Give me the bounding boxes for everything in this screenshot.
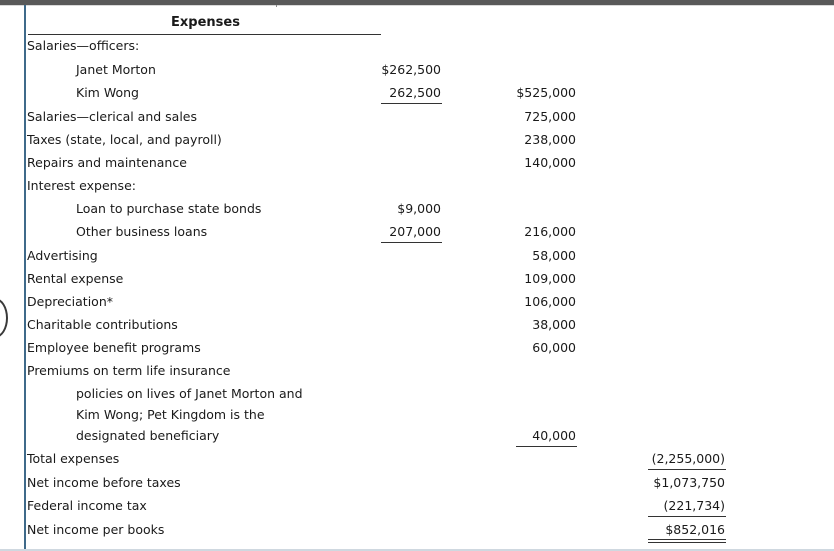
subtotal-underline-officers (381, 103, 442, 104)
section-title: Expenses (171, 15, 240, 30)
column-divider-tick (276, 5, 277, 7)
value-advertising: 58,000 (532, 248, 576, 263)
value-net-income-per-books: $852,016 (665, 522, 725, 537)
value-total-expenses: (2,255,000) (651, 451, 725, 466)
header-underline (28, 34, 381, 35)
row-label-other-business-loans: Other business loans (76, 224, 208, 239)
row-label-taxes: Taxes (state, local, and payroll) (27, 132, 222, 147)
value-premiums: 40,000 (532, 428, 576, 443)
value-net-income-before-taxes: $1,073,750 (653, 475, 725, 490)
value-loan-state-bonds: $9,000 (397, 201, 441, 216)
row-label-rental-expense: Rental expense (27, 271, 124, 286)
value-kim-wong: 262,500 (389, 85, 441, 100)
row-label-advertising: Advertising (27, 248, 98, 263)
value-other-business-loans: 207,000 (389, 224, 441, 239)
row-label-loan-state-bonds: Loan to purchase state bonds (76, 201, 262, 216)
value-officers-total: $525,000 (516, 85, 576, 100)
side-circle-icon (0, 298, 8, 338)
row-label-net-income-before-taxes: Net income before taxes (27, 475, 181, 490)
value-charitable: 38,000 (532, 317, 576, 332)
row-label-employee-benefit: Employee benefit programs (27, 340, 201, 355)
total-expenses-underline (648, 469, 726, 470)
row-label-repairs: Repairs and maintenance (27, 155, 187, 170)
value-janet-morton: $262,500 (381, 62, 441, 77)
net-income-double-underline (648, 539, 726, 543)
value-employee-benefit: 60,000 (532, 340, 576, 355)
row-label-charitable: Charitable contributions (27, 317, 178, 332)
row-label-janet-morton: Janet Morton (76, 62, 156, 77)
row-label-premiums-line1: policies on lives of Janet Morton and (76, 386, 303, 401)
value-repairs: 140,000 (524, 155, 576, 170)
row-label-premiums-line2: Kim Wong; Pet Kingdom is the (76, 407, 265, 422)
row-label-federal-income-tax: Federal income tax (27, 498, 147, 513)
value-depreciation: 106,000 (524, 294, 576, 309)
value-interest-total: 216,000 (524, 224, 576, 239)
value-salaries-clerical: 725,000 (524, 109, 576, 124)
row-label-net-income-per-books: Net income per books (27, 522, 165, 537)
row-label-premiums-line3: designated beneficiary (76, 428, 220, 443)
top-border-shade (0, 5, 834, 6)
expenses-column-underline (516, 446, 577, 447)
row-label-salaries-officers: Salaries—officers: (27, 38, 140, 53)
value-rental-expense: 109,000 (524, 271, 576, 286)
value-taxes: 238,000 (524, 132, 576, 147)
row-label-interest-expense: Interest expense: (27, 178, 136, 193)
row-label-depreciation: Depreciation* (27, 294, 114, 309)
left-border-line (24, 5, 26, 551)
value-federal-income-tax: (221,734) (663, 498, 725, 513)
row-label-total-expenses: Total expenses (27, 451, 120, 466)
row-label-kim-wong: Kim Wong (76, 85, 139, 100)
row-label-salaries-clerical: Salaries—clerical and sales (27, 109, 198, 124)
subtotal-underline-interest (381, 242, 442, 243)
federal-tax-underline (648, 516, 726, 517)
row-label-premiums: Premiums on term life insurance (27, 363, 231, 378)
